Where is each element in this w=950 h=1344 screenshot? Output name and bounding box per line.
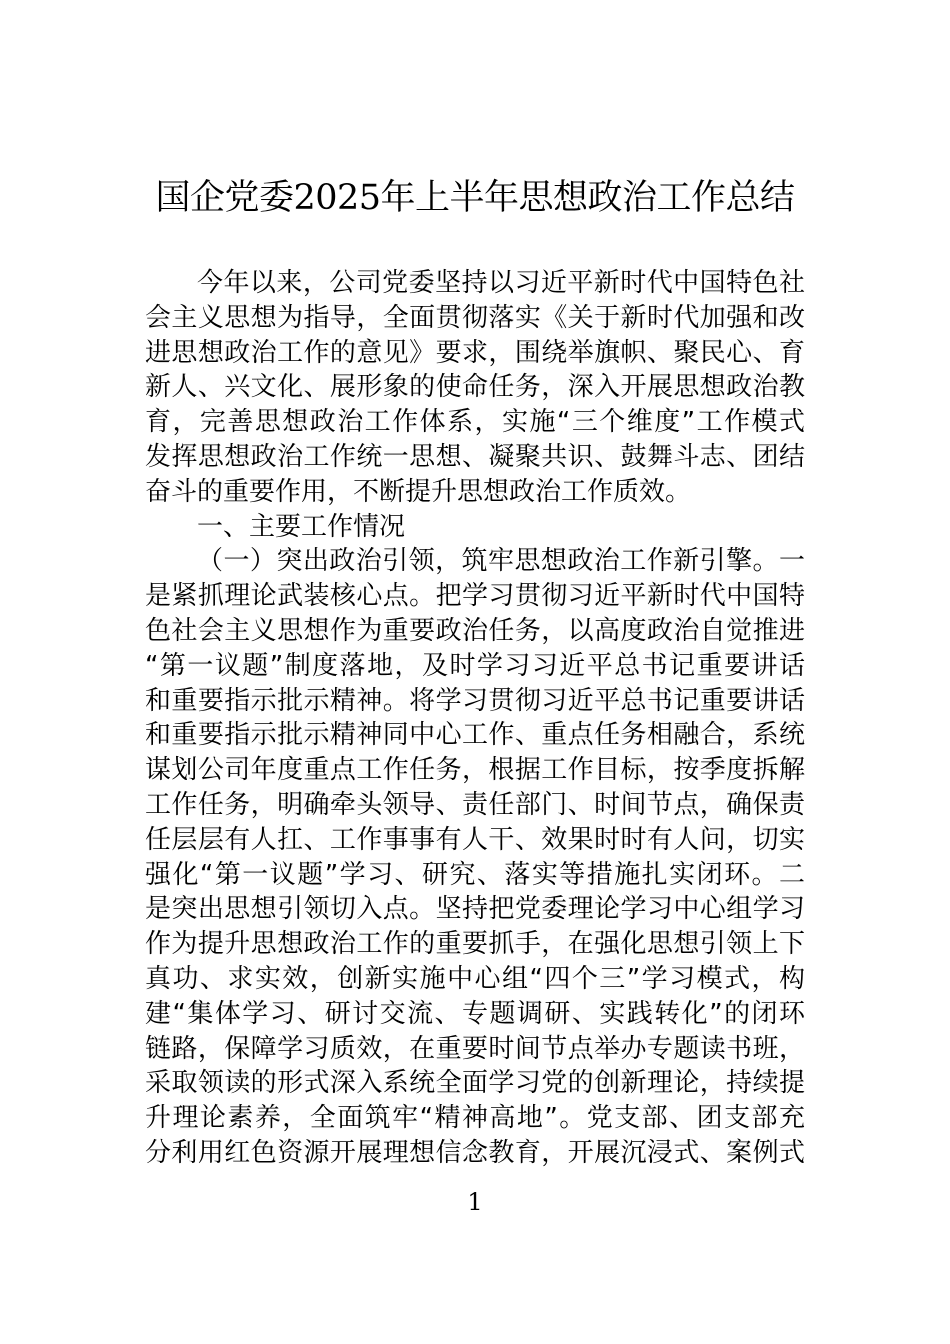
paragraph — [145, 266, 805, 510]
text-line: 分利用红色资源开展理想信念教育，开展沉浸式、案例式 — [145, 1137, 805, 1168]
text-line: 采取领读的形式深入系统全面学习党的创新理论，持续提 — [145, 1068, 805, 1099]
text-line: 谋划公司年度重点工作任务，根据工作目标，按季度拆解 — [145, 755, 805, 786]
text-line: 任层层有人扛、工作事事有人干、效果时时有人问，切实 — [145, 824, 805, 855]
text-line: （一）突出政治引领，筑牢思想政治工作新引擎。一 — [197, 546, 805, 577]
text-line: 育，完善思想政治工作体系，实施“三个维度”工作模式 — [145, 407, 805, 438]
text-line: 和重要指示批示精神。将学习贯彻习近平总书记重要讲话 — [145, 685, 805, 716]
text-line: 一、主要工作情况 — [197, 511, 406, 542]
text-line: 链路，保障学习质效，在重要时间节点举办专题读书班， — [145, 1033, 805, 1064]
text-line: 色社会主义思想作为重要政治任务，以高度政治自觉推进 — [145, 615, 805, 646]
section-heading — [145, 510, 805, 545]
text-line: 和重要指示批示精神同中心工作、重点任务相融合，系统 — [145, 720, 805, 751]
document-body — [145, 266, 805, 1171]
text-line: 进思想政治工作的意见》要求，围绕举旗帜、聚民心、育 — [145, 337, 805, 368]
text-line: 会主义思想为指导，全面贯彻落实《关于新时代加强和改 — [145, 302, 805, 333]
paragraph — [145, 544, 805, 1170]
text-line: 是突出思想引领切入点。坚持把党委理论学习中心组学习 — [145, 894, 805, 925]
page-number: 1 — [467, 1188, 483, 1216]
text-line: 新人、兴文化、展形象的使命任务，深入开展思想政治教 — [145, 372, 805, 403]
text-line: 建“集体学习、研讨交流、专题调研、实践转化”的闭环 — [145, 998, 805, 1029]
text-line: 今年以来，公司党委坚持以习近平新时代中国特色社 — [197, 268, 805, 298]
text-line: 奋斗的重要作用，不断提升思想政治工作质效。 — [145, 476, 692, 507]
document-title: 国企党委2025年上半年思想政治工作总结 — [155, 178, 795, 218]
text-line: 真功、求实效，创新实施中心组“四个三”学习模式，构 — [145, 963, 805, 994]
text-line: 工作任务，明确牵头领导、责任部门、时间节点，确保责 — [145, 789, 805, 820]
text-line: 作为提升思想政治工作的重要抓手，在强化思想引领上下 — [145, 929, 805, 960]
text-line: 强化“第一议题”学习、研究、落实等措施扎实闭环。二 — [145, 859, 805, 890]
text-line: “第一议题”制度落地，及时学习习近平总书记重要讲话 — [145, 650, 805, 681]
text-line: 升理论素养，全面筑牢“精神高地”。党支部、团支部充 — [145, 1103, 805, 1134]
text-line: 发挥思想政治工作统一思想、凝聚共识、鼓舞斗志、团结 — [145, 441, 805, 472]
text-line: 是紧抓理论武装核心点。把学习贯彻习近平新时代中国特 — [145, 581, 805, 612]
